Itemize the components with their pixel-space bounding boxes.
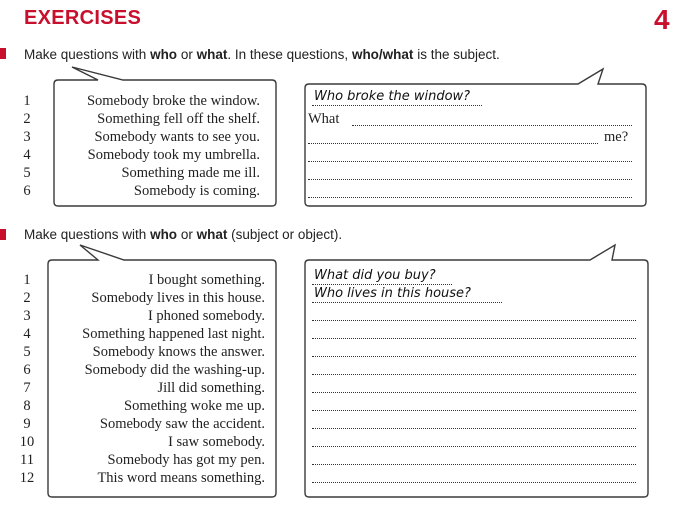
ex2-sentence: This word means something.: [97, 470, 265, 486]
ex2-answer-line-2: [312, 285, 502, 303]
ex1-answer-line-3[interactable]: [308, 126, 598, 144]
ex1-sentence: Somebody wants to see you.: [94, 129, 260, 145]
ex2-answer-line-8[interactable]: [312, 393, 636, 411]
ex1-sentence: Something made me ill.: [121, 165, 260, 181]
ex1-answer-line-1: [312, 88, 482, 106]
ex1-item-number: 5: [23, 165, 31, 181]
ex2-answer-line-5[interactable]: [312, 339, 636, 357]
ex2-sentence: I saw somebody.: [168, 434, 265, 450]
ex2-sentence: Somebody knows the answer.: [92, 344, 265, 360]
ex2-answer-line-1: [312, 267, 452, 285]
ex2-item-number: 10: [19, 434, 35, 450]
ex2-answer-line-7[interactable]: [312, 375, 636, 393]
ex2-sentence: Something happened last night.: [82, 326, 265, 342]
ex1-answer-2-prefix: What: [308, 111, 340, 127]
ex1-answer-line-5[interactable]: [308, 162, 632, 180]
exercise-1-instruction: Make questions with who or what. In these questions, who/what is the subject.: [24, 47, 500, 62]
ex2-answer-line-10[interactable]: [312, 429, 636, 447]
exercise-2-instruction: Make questions with who or what (subject or object).: [24, 227, 343, 242]
ex2-item-number: 7: [23, 380, 31, 396]
ex2-sentence: Somebody has got my pen.: [107, 452, 265, 468]
ex1-item-number: 6: [23, 183, 31, 199]
ex2-item-number: 11: [20, 452, 34, 468]
ex2-answer-line-4[interactable]: [312, 321, 636, 339]
ex1-sentence: Somebody broke the window.: [86, 93, 260, 109]
ex2-answer-line-3[interactable]: [312, 303, 636, 321]
ex2-sentence: Jill did something.: [157, 380, 265, 396]
ex2-sentence: I phoned somebody.: [147, 308, 265, 324]
ex2-item-number: 9: [23, 416, 31, 432]
ex2-item-number: 2: [23, 290, 31, 306]
ex1-answer-line-6[interactable]: [308, 180, 632, 198]
ex1-sentence: Somebody is coming.: [133, 183, 260, 199]
ex1-answer-line-2[interactable]: [352, 108, 632, 126]
ex1-answer-1: Who broke the window?: [314, 89, 471, 104]
unit-number: 4: [654, 4, 670, 35]
ex2-sentence: Something woke me up.: [124, 398, 265, 414]
ex1-item-number: 4: [23, 147, 31, 163]
ex1-sentence: Something fell off the shelf.: [97, 111, 260, 127]
ex2-item-number: 4: [23, 326, 31, 342]
ex2-answer-line-11[interactable]: [312, 447, 636, 465]
ex2-answer-line-12[interactable]: [312, 465, 636, 483]
ex2-item-number: 8: [23, 398, 31, 414]
ex2-answer-line-6[interactable]: [312, 357, 636, 375]
exercise-2-marker: [0, 229, 6, 240]
exercises-heading: EXERCISES: [24, 7, 142, 29]
ex1-sentence: Somebody took my umbrella.: [87, 147, 260, 163]
ex1-item-number: 3: [23, 129, 31, 145]
ex2-item-number: 5: [23, 344, 31, 360]
ex2-item-number: 12: [19, 470, 35, 486]
ex2-answer-2: Who lives in this house?: [314, 286, 471, 301]
ex1-answer-3-suffix: me?: [604, 129, 629, 145]
ex1-item-number: 1: [23, 93, 31, 109]
ex2-answer-line-9[interactable]: [312, 411, 636, 429]
ex1-answer-line-4[interactable]: [308, 144, 632, 162]
ex2-answer-1: What did you buy?: [314, 268, 436, 283]
ex2-item-number: 6: [23, 362, 31, 378]
ex2-sentence: Somebody saw the accident.: [99, 416, 265, 432]
ex1-item-number: 2: [23, 111, 31, 127]
ex2-item-number: 3: [23, 308, 31, 324]
ex2-sentence: I bought something.: [148, 272, 265, 288]
ex2-sentence: Somebody lives in this house.: [91, 290, 265, 306]
ex2-sentence: Somebody did the washing-up.: [84, 362, 265, 378]
ex2-item-number: 1: [23, 272, 31, 288]
